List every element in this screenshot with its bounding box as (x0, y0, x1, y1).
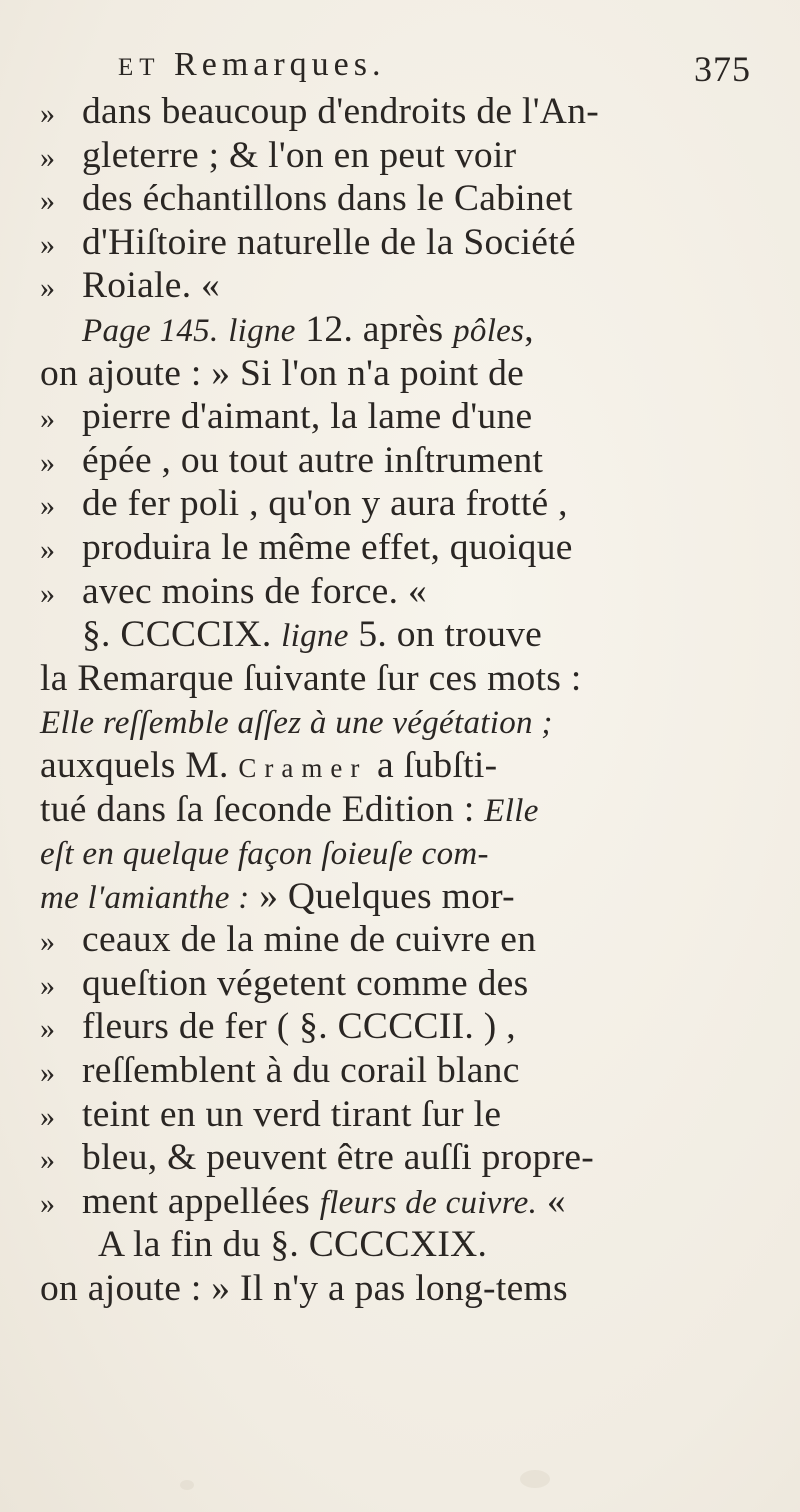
quote-mark: » (40, 402, 56, 436)
text-line (40, 700, 770, 744)
line-text: » Quelques mor- (249, 875, 515, 917)
author-name: Cramer (238, 752, 368, 783)
paper-stain (180, 1480, 194, 1490)
text-line (40, 1005, 770, 1049)
text-line (40, 1180, 770, 1224)
text-line (40, 134, 770, 178)
line-text: bleu, & peuvent être auſſi propre- (82, 1137, 595, 1179)
quote-mark: » (40, 576, 56, 610)
quote-mark: » (40, 1056, 56, 1090)
italic-ref: Page 145. (82, 312, 219, 349)
line-text: a ſubſti- (367, 744, 498, 786)
italic-ref: ligne (281, 618, 349, 655)
text-line (40, 221, 770, 265)
line-text: on ajoute : » Si l'on n'a point de (40, 352, 525, 394)
line-text: ceaux de la mine de cuivre en (82, 919, 537, 961)
running-head (118, 46, 386, 84)
line-text: d'Hiſtoire naturelle de la Société (82, 221, 576, 263)
running-head-word: Remarques. (174, 46, 386, 83)
quote-mark: » (40, 271, 56, 305)
text-line (40, 264, 770, 308)
body-text (40, 90, 770, 1311)
text-line (40, 1267, 770, 1311)
line-text: des échantillons dans le Cabinet (82, 178, 573, 220)
text-line (40, 90, 770, 134)
italic-term: fleurs de cuivre. (319, 1184, 538, 1221)
text-line (40, 1136, 770, 1180)
quote-mark: » (40, 1012, 56, 1046)
line-text: queſtion végetent comme des (82, 962, 529, 1004)
quote-mark: » (40, 968, 56, 1002)
page-number: 375 (694, 49, 751, 89)
text-line (40, 1223, 770, 1267)
paper-stain (520, 1470, 550, 1488)
line-text: de fer poli , qu'on y aura frotté , (82, 483, 568, 525)
quote-mark: » (40, 445, 56, 479)
text-line (40, 788, 770, 832)
text-line (40, 613, 770, 657)
text-line (40, 177, 770, 221)
running-head-et: ET (118, 54, 161, 81)
line-text: auxquels M. (40, 744, 239, 786)
line-text: épée , ou tout autre inſtrument (82, 439, 544, 481)
quote-mark: » (40, 925, 56, 959)
text-line (40, 657, 770, 701)
italic-quote: eſt en quelque façon ſoieuſe com- (40, 836, 489, 873)
text-line (40, 308, 770, 352)
quote-mark: » (40, 227, 56, 261)
quote-mark: » (40, 184, 56, 218)
line-text: A la fin du §. CCCCXIX. (98, 1224, 488, 1266)
line-text: 5. on trouve (348, 614, 543, 656)
text-line (40, 875, 770, 919)
line-text: reſſemblent à du corail blanc (82, 1050, 520, 1092)
line-text: fleurs de fer ( §. CCCCII. ) , (82, 1006, 516, 1048)
line-text: Roiale. « (82, 265, 221, 307)
line-text: ment appellées (82, 1180, 320, 1222)
line-text: §. CCCCIX. (82, 614, 282, 656)
line-text: 12. après (295, 308, 454, 350)
line-text: « (537, 1180, 566, 1222)
quote-mark: » (40, 532, 56, 566)
text-line (40, 439, 770, 483)
text-line (40, 526, 770, 570)
text-line (40, 831, 770, 875)
line-text: dans beaucoup d'endroits de l'An- (82, 91, 600, 132)
line-text: on ajoute : » Il n'y a pas long-tems (40, 1268, 568, 1310)
line-text: teint en un verd tirant ſur le (82, 1093, 502, 1135)
text-line (40, 352, 770, 396)
line-text: gleterre ; & l'on en peut voir (82, 134, 517, 176)
italic-quote: me l'amianthe : (40, 879, 250, 916)
line-text: produira le même effet, quoique (82, 526, 573, 568)
text-line (40, 1049, 770, 1093)
line-text: tué dans ſa ſeconde Edition : (40, 788, 485, 830)
italic-quote: Elle (484, 792, 539, 829)
italic-ref: pôles (453, 312, 525, 349)
quote-mark: » (40, 140, 56, 174)
quote-mark: » (40, 489, 56, 523)
text-line (40, 962, 770, 1006)
text-line (40, 482, 770, 526)
line-text: , (524, 308, 534, 350)
text-line (40, 395, 770, 439)
line-text: pierre d'aimant, la lame d'une (82, 396, 533, 438)
text-line (40, 744, 770, 788)
quote-mark: » (40, 97, 56, 130)
quote-mark: » (40, 1099, 56, 1133)
italic-quote: Elle reſſemble aſſez à une végétation ; (40, 705, 553, 742)
quote-mark: » (40, 1186, 56, 1220)
line-text: avec moins de force. « (82, 570, 427, 612)
text-line (40, 570, 770, 614)
text-line (40, 1093, 770, 1137)
text-line (40, 918, 770, 962)
italic-ref: ligne (228, 312, 296, 349)
line-text (219, 309, 229, 350)
line-text: la Remarque ſuivante ſur ces mots : (40, 657, 582, 699)
quote-mark: » (40, 1143, 56, 1177)
